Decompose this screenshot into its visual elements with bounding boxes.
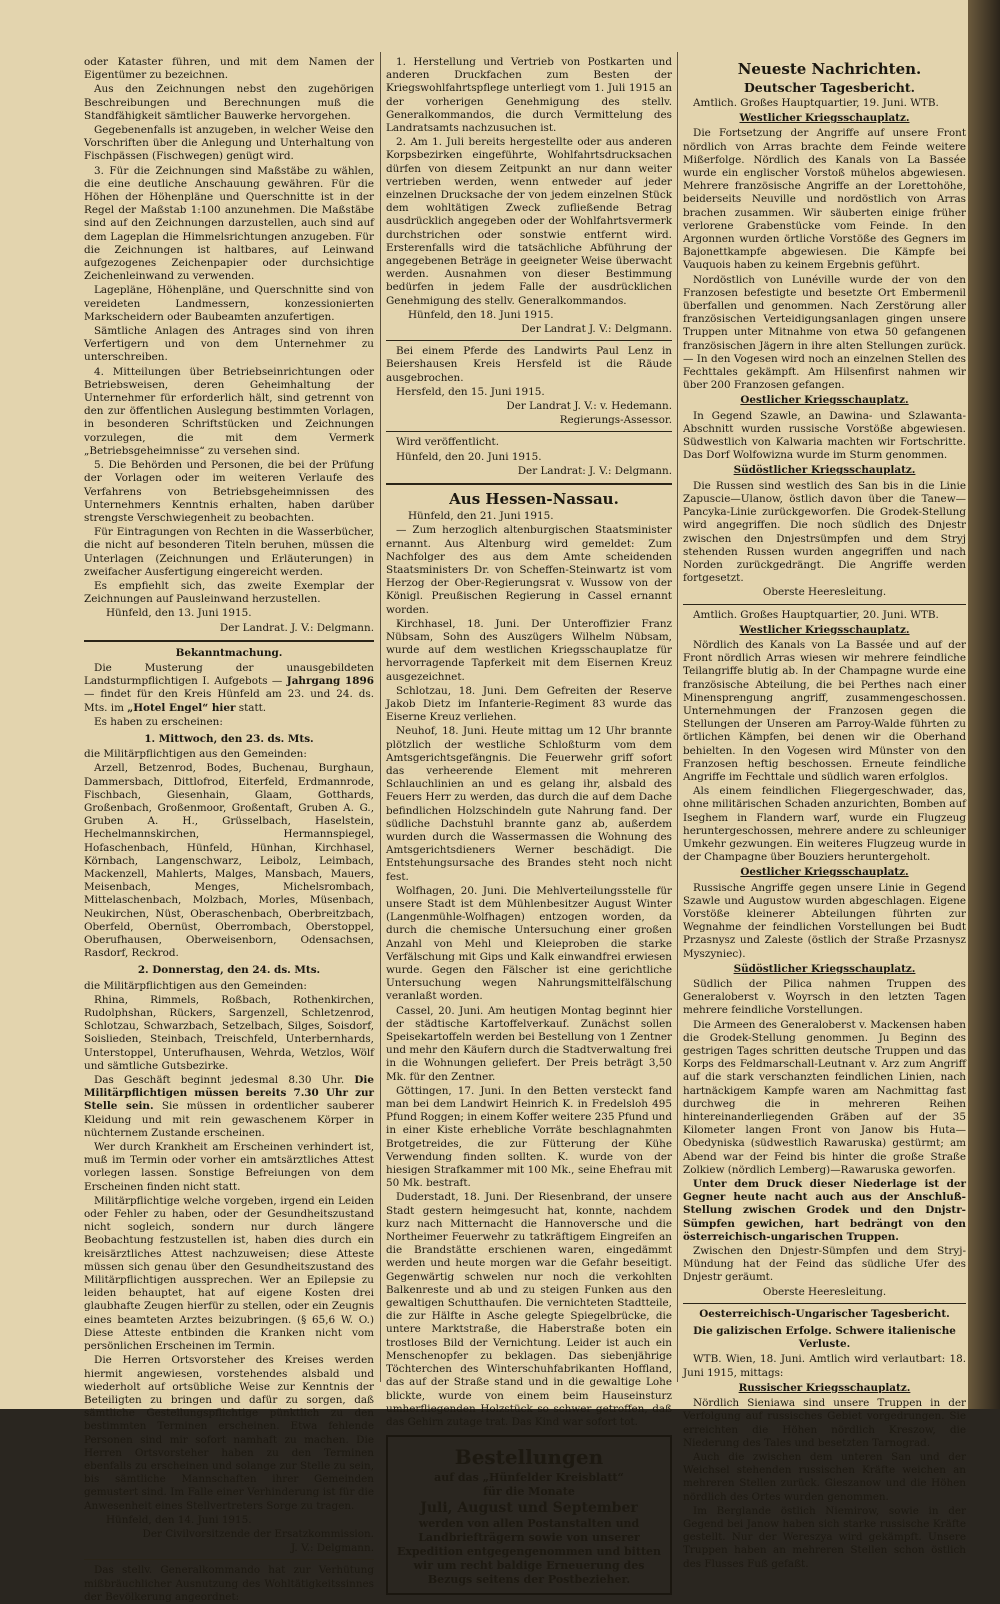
news-item: Schlotzau, 18. Juni. Dem Gefreiten der Reserve Jakob Dietz im Infanterie-Regiment 83 wurde das Eiserne Kreuz verliehen. xyxy=(386,684,672,724)
subheading: Westlicher Kriegsschauplatz. xyxy=(739,112,910,125)
paragraph: Im Berglande östlich Niemirow, sowie in der Gegend bei Janow haben sich starke russische Kräfte gestellt. Nur der Wereszya wird gekämpft. Unsere Truppen haben an mehreren Stellen schon östlich des Flusses Fuß gefaßt. xyxy=(683,1504,966,1570)
paragraph: Wird veröffentlicht. xyxy=(396,436,500,449)
separator-rule xyxy=(84,1559,374,1560)
signature: Der Landrat. J. V.: Delgmann. xyxy=(219,621,374,634)
dateline: Hünfeld, den 18. Juni 1915. xyxy=(408,308,554,321)
paragraph: Amtlich. Großes Hauptquartier, 19. Juni. WTB. xyxy=(693,97,939,109)
paragraph: Für Eintragungen von Rechten in die Wasserbücher, die nicht auf besonderen Titeln beruhen, müssen die Unterlagen (Zeichnungen und Erläuterungen) in zweifacher Ausfertigung eingereicht werden. xyxy=(84,526,374,578)
paragraph-bold: Unter dem Druck dieser Niederlage ist der Gegner heute nacht auch aus der Anschluß-Stellung zwischen Grodek und den Dnjstr-Sümpfen gewichen, hart bedrängt von den österreichisch-ungarischen Truppen. xyxy=(683,1178,966,1243)
paragraph: Südlich der Pilica nahmen Truppen des Generaloberst v. Woyrsch in den letzten Tagen mehrere feindliche Vorstellungen. xyxy=(683,978,966,1017)
paragraph: Die Russen sind westlich des San bis in die Linie Zapuscie—Ulanow, östlich davon über die Tanew—Pancyka-Linie zurückgeworfen. Die Grodek-Stellung wird angegriffen. Die noch südlich des Dnjestr zwischen den Dnjestrsümpfen und dem Stryj stehenden Russen wurden angegriffen und nach Norden zurückgedrängt. Die Angriffe werden fortgesetzt. xyxy=(683,479,966,585)
paragraph: Sämtliche Anlagen des Antrages sind von ihren Verfertigern und von dem Unternehmer zu unterschreiben. xyxy=(84,325,374,364)
paragraph: Es empfiehlt sich, das zweite Exemplar der Zeichnungen auf Pausleinwand herzustellen. xyxy=(84,579,374,606)
separator-rule xyxy=(84,640,374,642)
signature: J. V.: Delgmann. xyxy=(291,1542,374,1555)
news-item: Göttingen, 17. Juni. In den Betten versteckt fand man bei dem Landwirt Heinrich K. in Fredelsloh 495 Pfund Roggen; in einem Koffer weitere 235 Pfund und in einer Kiste erhebliche Vorräte beschlagnahmten Brotgetreides, die zur Fütterung der Kühe Verwendung finden sollten. K. wurde von der hiesigen Strafkammer mit 100 Mk., seine Ehefrau mit 50 Mk. bestraft. xyxy=(386,1084,672,1190)
paragraph: Die Herren Ortsvorsteher des Kreises werden hiermit angewiesen, vorstehendes alsbald und wiederholt auf ortsübliche Weise zur Kenntnis der Beteiligten zu bringen und dafür zu sorgen, daß sämtliche Gestellungspflichtige pünktlich zu den bestimmten Terminen erscheinen. Etwa fehlende Personen sind mir sofort namhaft zu machen. Die Herren Ortsvorsteher haben zu den Terminen ebenfalls zu erscheinen und solange zur Stelle zu sein, bis sämtliche Mannschaften ihrer Gemeinden gemustert sind. Im Falle einer Verhinderung ist für die Anwesenheit eines Stellvertreters Sorge zu tragen. xyxy=(84,1354,374,1512)
advert-line: Juli, August und September xyxy=(420,1500,638,1517)
paragraph: Die Musterung der unausgebildeten Landsturmpflichtigen I. Aufgebots — Jahrgang 1896 — findet für den Kreis Hünfeld am 23. und 24. ds. Mts. im „Hotel Engel“ hier statt. xyxy=(84,661,374,714)
paragraph: 2. Am 1. Juli bereits hergestellte oder aus anderen Korpsbezirken eingeführte, Wohlfahrtsdrucksachen dürfen von diesem Zeitpunkt an nur dann weiter vertrieben werden, wenn entweder auf jeder einzelnen Drucksache der von jedem einzelnen Stück dem wohltätigen Zweck zufließende Betrag ausdrücklich angegeben oder der Wohlfahrtsvermerk durchstrichen oder sonstwie entfernt wird. Ersterenfalls wird die tatsächliche Abführung der angegebenen Beträge in geeigneter Weise überwacht werden. Ausnahmen von dieser Bestimmung bedürfen in jedem Falle der ausdrücklichen Genehmigung des stellv. Generalkommandos. xyxy=(386,136,672,307)
paragraph: 5. Die Behörden und Personen, die bei der Prüfung der Vorlagen oder im weiteren Verlaufe des Verfahrens von Betriebsgeheimnissen des Unternehmers Kenntnis erhalten, haben darüber strengste Verschwiegenheit zu beobachten. xyxy=(84,459,374,524)
dateline: Hünfeld, den 20. Juni 1915. xyxy=(396,450,542,463)
paragraph: Nordöstlich von Lunéville wurde der von den Franzosen befestigte und besetzte Ort Embermenil überfallen und genommen. Nach Zerstörung aller französischen Verteidigungsanlagen gingen unsere Truppen unter Mitnahme von etwa 50 gefangenen französischen Jägern in ihre alten Stellungen zurück. — In den Vogesen wird noch an einzelnen Stellen des Fechttales gekämpft. Am Hilsenfirst nahmen wir über 200 Franzosen gefangen. xyxy=(683,273,966,392)
dateline: Hünfeld, den 21. Juni 1915. xyxy=(408,510,554,523)
paragraph: Das stellv. Generalkommando hat zur Verhütung mißbräuchlicher Ausnutzung des Wohltätigkeitssinnes der Bevölkerung angeordnet: xyxy=(84,1564,374,1603)
advert-line: für die Monate xyxy=(483,1485,575,1499)
separator-rule xyxy=(386,483,672,485)
paragraph: 1. Herstellung und Vertrieb von Postkarten und anderen Druckfachen zum Besten der Kriegswohlfahrtspflege unterliegt vom 1. Juli 1915 an der vorherigen Genehmigung des stellv. Generalkommandos, die durch Vermittelung des Landratsamts nachzusuchen ist. xyxy=(386,56,672,135)
paragraph: die Militärpflichtigen aus den Gemeinden: xyxy=(84,979,307,992)
section-heading: Bekanntmachung. xyxy=(175,646,283,659)
news-item: — Zum herzoglich altenburgischen Staatsminister ernannt. Aus Altenburg wird gemeldet: Zum Nachfolger des aus dem Amte scheidenden Staatsministers Dr. von Scheffen-Steinwartz ist vom Herzog der Ober-Regierungsrat v. Wussow von der Königl. Preußischen Regierung in Cassel ernannt worden. xyxy=(386,524,672,616)
paragraph: Wer durch Krankheit am Erscheinen verhindert ist, muß im Termin oder vorher ein amtsärztliches Attest vorlegen lassen. Sonstige Befreiungen von dem Erscheinen finden nicht statt. xyxy=(84,1141,374,1193)
dateline: Hersfeld, den 15. Juni 1915. xyxy=(396,385,545,398)
news-item: Duderstadt, 18. Juni. Der Riesenbrand, der unsere Stadt gestern heimgesucht hat, konnte, nachdem kurz nach Mitternacht die Hannoversche und die Northeimer Feuerwehr zu tatkräftigem Eingreifen an die Brandstätte erschienen waren, eingedämmt werden und heute morgen war die Gefahr beseitigt. Gegenwärtig schwelen nur noch die verkohlten Balkenreste und ab und zu steigen Funken aus den gewaltigen Schutthaufen. Die vernichteten Stadtteile, die zur Hälfte in Asche gelegte Spiegelbrücke, die untere Marktstraße, die Haberstraße boten ein trostloses Bild der Vernichtung. Leider ist auch ein Menschenopfer zu beklagen. Das siebenjährige Töchterchen des Winterschuhfabrikanten Hoffland, das auf der Straße stand und in die gewaltige Lohe blickte, wurde von einem beim Hauseinsturz umherfliegenden Holzstück so schwer getroffen, daß das Gehirn zutage trat. Das Kind war sofort tot. xyxy=(386,1191,672,1428)
dateline: Hünfeld, den 13. Juni 1915. xyxy=(106,607,252,620)
paragraph: Nördlich Sieniawa sind unsere Truppen in der Verfolgung auf russisches Gebiet vorgedrungen. Sie erreichten die Höhen nördlich Kreszow, die Niederung des Tales und besetzten Tarnograd. xyxy=(683,1397,966,1449)
signature: Der Landrat J. V.: Delgmann. xyxy=(521,323,672,336)
paragraph: Nördlich des Kanals von La Bassée und auf der Front nördlich Arras wiesen wir mehrere feindliche Teilangriffe blutig ab. In der Champagne wurde eine französische Abteilung, die bei Perthes nach einer Minensprengung angriff, zusammengeschossen. Unternehmungen der Franzosen gegen die Stellungen der Unseren am Parroy-Walde führten zu örtlichen Kämpfen, bei denen wir die Oberhand behielten. In den Vogesen wird Münster von den Franzosen heftig beschossen. Erneute feindliche Angriffe im Fechttale und südlich waren erfolglos. xyxy=(683,638,966,783)
separator-rule xyxy=(386,340,672,341)
news-item: Cassel, 20. Juni. Am heutigen Montag beginnt hier der städtische Kartoffelverkauf. Zunächst sollen Speisekartoffeln werden bei Bestellung von 1 Zentner und mehr den Käufern durch die Stadtverwaltung frei in die Wohnungen geliefert. Der Preis beträgt 3,50 Mk. für den Zentner. xyxy=(386,1004,672,1083)
separator-rule xyxy=(683,604,966,605)
separator-rule xyxy=(386,431,672,432)
paragraph: In Gegend Szawle, an Dawina- und Szlawanta-Abschnitt wurden russische Vorstöße abgewiesen. Südwestlich von Kalwaria machten wir Fortschritte. Das Dorf Wolfowizna wurde im Sturm genommen. xyxy=(683,409,966,462)
paragraph: Lagepläne, Höhenpläne, und Querschnitte sind von vereideten Landmessern, konzessionierten Markscheidern oder Baubeamten anzufertigen. xyxy=(84,284,374,323)
paragraph: Das Geschäft beginnt jedesmal 8.30 Uhr. Die Militärpflichtigen müssen bereits 7.30 Uhr zur Stelle sein. Sie müssen in ordentlicher sauberer Kleidung und mit rein gewaschenem Körper in nüchternem Zustande erscheinen. xyxy=(84,1074,374,1139)
subheading: Oestlicher Kriegsschauplatz. xyxy=(740,394,909,407)
paragraph: Rhina, Rimmels, Roßbach, Rothenkirchen, Rudolphshan, Rückers, Sargenzell, Schletzenrod, Schlotzau, Schwarzbach, Setzelbach, Silges, Soisdorf, Soislieden, Steinbach, Treischfeld, Unterbernhards, Unterstoppel, Unterufhausen, Wehrda, Wetzlos, Wölf und sämtliche Gutsbezirke. xyxy=(84,993,374,1072)
subheading: Westlicher Kriegsschauplatz. xyxy=(739,623,910,636)
advert-title: Bestellungen xyxy=(454,1445,604,1470)
paragraph: die Militärpflichtigen aus den Gemeinden: xyxy=(84,748,307,761)
paragraph: Arzell, Betzenrod, Bodes, Buchenau, Burghaun, Dammersbach, Dittlofrod, Eiterfeld, Erdmannrode, Fischbach, Giesenhain, Glaam, Gotthards, Großenbach, Großenmoor, Großentaft, Gruben A. G., Gruben A. H., Grüsselbach, Haselstein, Hechelmannskirchen, Hermannspiegel, Hofaschenbach, Hünfeld, Hünhan, Kirchhasel, Körnbach, Langenschwarz, Leibolz, Leimbach, Mackenzell, Mahlerts, Malges, Mansbach, Mauers, Meisenbach, Menges, Michelsrombach, Mittelaschenbach, Molzbach, Morles, Müsenbach, Neukirchen, Nüst, Oberaschenbach, Oberbreitzbach, Oberfeld, Obernüst, Oberrombach, Oberstoppel, Oberufhausen, Oberweisenborn, Odensachsen, Rasdorf, Reckrod. xyxy=(84,762,374,960)
report-subheading: Die galizischen Erfolge. Schwere italienische Verluste. xyxy=(693,1325,956,1351)
paragraph: 4. Mitteilungen über Betriebseinrichtungen oder Betriebsweisen, deren Geheimhaltung der Unternehmer für erforderlich hält, sind getrennt von den zur öffentlichen Auslegung bestimmten Vorlagen, in besonderen Schriftstücken und Zeichnungen vorzulegen, die mit dem Vermerk „Betriebsgeheimnisse“ zu versehen sind. xyxy=(84,365,374,457)
signature: Der Landrat: J. V.: Delgmann. xyxy=(517,464,672,477)
subheading: 1. Mittwoch, den 23. ds. Mts. xyxy=(144,732,314,745)
paragraph: Die Armeen des Generaloberst v. Mackensen haben die Grodek-Stellung genommen. Ju Beginn des gestrigen Tages schritten deutsche Truppen und das Korps des Feldmarschall-Leutnant v. Arz zum Angriff auf die stark verschanzten feindlichen Linien, nach hartnäckigem Kampfe waren am Nachmittag fast durchweg die in mehreren Reihen hintereinanderliegenden Gräben auf der 35 Kilometer langen Front von Janow bis Huta—Obedyniska (südwestlich Rawaruska) gestürmt; am Abend war der Feind bis hinter die große Straße Zolkiew (nördlich Lemberg)—Rawaruska geworfen. xyxy=(683,1018,966,1176)
section-heading: Aus Hessen-Nassau. xyxy=(449,490,619,509)
column-divider xyxy=(380,52,381,1382)
paragraph: Es haben zu erscheinen: xyxy=(94,715,223,728)
paragraph: Russische Angriffe gegen unsere Linie in Gegend Szawle und Augustow wurden abgeschlagen. Eigene Vorstöße kleinerer Abteilungen führten zur Wegnahme der feindlichen Vorstellungen bei Budt Przasnysz und Zaleste (östlich der Straße Przasnysz Myszyniec). xyxy=(683,881,966,960)
paragraph: oder Kataster führen, und mit dem Namen der Eigentümer zu bezeichnen. xyxy=(84,56,374,82)
signature: Regierungs-Assessor. xyxy=(559,414,672,427)
paragraph: Auch die zwischen dem unteren San und der Weichsel stehenden russischen Kräfte weichen an mehreren Stellen zurück. Gieszanow und die Höhen nördlich des Ortes wurden genommen. xyxy=(683,1450,966,1503)
subheading: Südöstlicher Kriegsschauplatz. xyxy=(733,962,916,975)
column-left xyxy=(84,56,374,1603)
subheading: Russischer Kriegsschauplatz. xyxy=(738,1381,911,1394)
paragraph: Gegebenenfalls ist anzugeben, in welcher Weise den Vorschriften über die Anlegung und Unterhaltung von Fischpässen (Fischwegen) genügt wird. xyxy=(84,124,374,163)
separator-rule xyxy=(683,1303,966,1304)
paragraph: Militärpflichtige welche vorgeben, irgend ein Leiden oder Fehler zu haben, oder der Gesundheitszustand nicht sogleich, sondern nur durch längere Beobachtung festzustellen ist, haben dies durch ein kreisärztliches Attest nachzuweisen; diese Atteste müssen sich genau über den Gesundheitszustand des Militärpflichtigen aussprechen. Wer an Epilepsie zu leiden behauptet, hat auf eigene Kosten drei glaubhafte Zeugen hierfür zu stellen, oder ein Zeugnis eines beamteten Arztes beizubringen. (§ 65,6 W. O.) Diese Atteste entbinden die Kranken nicht vom persönlichen Erscheinen im Termin. xyxy=(84,1194,374,1353)
paragraph: 3. Für die Zeichnungen sind Maßstäbe zu wählen, die eine deutliche Anschauung gewähren. Für die Höhen der Höhenpläne und Querschnitte ist in der Regel der Maßstab 1:100 anzunehmen. Die Maßstäbe sind auf den Zeichnungen darzustellen, auch sind auf dem Lageplan die Himmelsrichtungen anzugeben. Für die Zeichnungen ist haltbares, auf Leinwand aufgezogenes Zeichenpapier oder durchsichtige Zeichenleinwand zu verwenden. xyxy=(84,164,374,283)
report-heading: Deutscher Tagesbericht. xyxy=(743,80,916,95)
advert-line: werden von allen Postanstalten und Landbriefträgern sowie von unserer Expedition entgegengenommen und bitten wir um recht baldige Erneuerung des Bezugs seitens der Postbezieher. xyxy=(396,1517,662,1587)
paragraph: Aus den Zeichnungen nebst den zugehörigen Beschreibungen und Berechnungen muß die Standfähigkeit sämtlicher Bauwerke hervorgehen. xyxy=(84,83,374,122)
signature: Oberste Heeresleitung. xyxy=(762,1285,887,1298)
news-item: Wolfhagen, 20. Juni. Die Mehlverteilungsstelle für unsere Stadt ist dem Mühlenbesitzer August Winter (Langenmühle-Wolfhagen) entzogen worden, da durch die chemische Untersuchung einer großen Anzahl von Mehl und Kleieproben die starke Verfälschung mit Gips und Kalk einwandfrei erwiesen wurde. Gegen den Fälscher ist eine gerichtliche Untersuchung wegen Nahrungsmittelfälschung veranlaßt worden. xyxy=(386,884,672,1003)
column-right xyxy=(683,56,966,1570)
news-item: Kirchhasel, 18. Juni. Der Unteroffizier Franz Nübsam, Sohn des Auszügers Wilhelm Nübsam, wurde auf dem westlichen Kriegsschauplatze für hervorragende Tapferkeit mit dem Eisernen Kreuz ausgezeichnet. xyxy=(386,617,672,683)
subheading: Oestlicher Kriegsschauplatz. xyxy=(740,866,909,879)
section-heading: Neueste Nachrichten. xyxy=(737,60,922,78)
advert-line: auf das „Hünfelder Kreisblatt“ xyxy=(434,1471,624,1485)
paragraph: Zwischen den Dnjestr-Sümpfen und dem Stryj-Mündung hat der Feind das südliche Ufer des Dnjestr geräumt. xyxy=(683,1245,966,1284)
column-divider xyxy=(677,52,678,1382)
subheading: Südöstlicher Kriegsschauplatz. xyxy=(733,464,916,477)
signature: Oberste Heeresleitung. xyxy=(762,586,887,599)
paragraph: Bei einem Pferde des Landwirts Paul Lenz in Beiershausen Kreis Hersfeld ist die Räude ausgebrochen. xyxy=(386,345,672,384)
paragraph: Amtlich. Großes Hauptquartier, 20. Juni. WTB. xyxy=(693,608,939,621)
column-middle xyxy=(386,56,672,1587)
paragraph: Die Fortsetzung der Angriffe auf unsere Front nördlich von Arras brachte dem Feinde weitere Mißerfolge. Nördlich des Kanals von La Bassée wurde ein englischer Vorstoß mühelos abgewiesen. Mehrere französische Angriffe an der Lorettohöhe, beiderseits Neuville und nordöstlich von Arras brachen zusammen. Wir säuberten einige früher verlorene Grabenstücke vom Feinde. In den Argonnen wurden örtliche Vorstöße des Gegners im Bajonettkampfe abgewiesen. Die Kämpfe bei Vauquois haben zu keinem Ergebnis geführt. xyxy=(683,127,966,272)
signature: Der Civilvorsitzende der Ersatzkommission. xyxy=(142,1527,374,1540)
paragraph: WTB. Wien, 18. Juni. Amtlich wird verlautbart: 18. Juni 1915, mittags: xyxy=(683,1353,966,1379)
subscription-advert xyxy=(386,1435,672,1595)
book-spine-edge xyxy=(968,0,1000,1409)
signature: Der Landrat J. V.: v. Hedemann. xyxy=(506,400,672,413)
report-heading: Oesterreichisch-Ungarischer Tagesbericht. xyxy=(699,1307,950,1320)
paragraph: Als einem feindlichen Fliegergeschwader, das, ohne militärischen Schaden anzurichten, Bomben auf Iseghem in Flandern warf, wurde ein Flugzeug heruntergeschossen, mehrere andere zu schleuniger Umkehr gezwungen. Ein weiteres Flugzeug wurde in der Champagne über Bouziers heruntergeholt. xyxy=(683,785,966,864)
dateline: Hünfeld, den 14. Juni 1915. xyxy=(106,1513,252,1526)
subheading: 2. Donnerstag, den 24. ds. Mts. xyxy=(137,964,321,977)
news-item: Neuhof, 18. Juni. Heute mittag um 12 Uhr brannte plötzlich der westliche Schloßturm vom dem Amtsgerichtsgefängnis. Die Feuerwehr griff sofort das verheerende Element mit mehreren Schlauchlinien an und es gelang ihr, alsbald des Feuers Herr zu werden, das durch die auf dem Dache befindlichen Holzschindeln gute Nahrung fand. Der südliche Dachstuhl brannte ganz ab, außerdem wurden durch die Wassermassen die Wohnung des Amtsgerichtsdieners Werner beschädigt. Die Entstehungsursache des Brandes steht noch nicht fest. xyxy=(386,725,672,883)
